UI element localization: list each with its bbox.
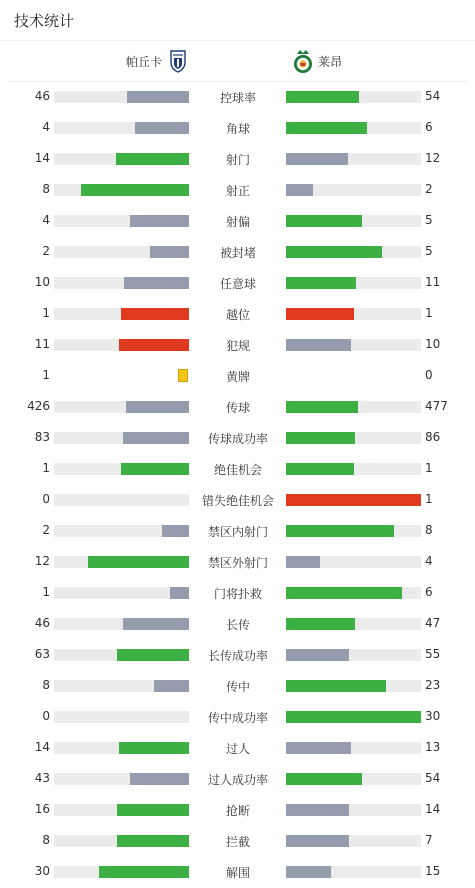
away-bar-fill — [286, 587, 402, 599]
home-value: 2 — [42, 523, 50, 537]
away-value: 14 — [425, 802, 441, 816]
away-value: 86 — [425, 430, 441, 444]
home-bar-track — [54, 91, 189, 103]
home-bar-fill — [135, 122, 189, 134]
away-bar-track — [286, 742, 421, 754]
away-bar-fill — [286, 432, 355, 444]
stat-row — [0, 546, 475, 577]
away-value: 1 — [425, 306, 433, 320]
stat-row — [0, 608, 475, 639]
stat-row — [0, 484, 475, 515]
stat-label: 被封堵 — [219, 246, 256, 260]
home-bar-fill — [130, 215, 189, 227]
away-bar-track — [286, 835, 421, 847]
away-bar-fill — [286, 122, 367, 134]
away-bar-fill — [286, 773, 362, 785]
stat-label: 长传成功率 — [207, 649, 268, 663]
home-bar-track — [54, 277, 189, 289]
stats-list — [0, 81, 475, 887]
away-bar-track — [286, 432, 421, 444]
away-bar-track — [286, 277, 421, 289]
away-bar-track — [286, 401, 421, 413]
away-bar-fill — [286, 494, 421, 506]
stat-label: 控球率 — [219, 91, 256, 105]
stat-row — [0, 391, 475, 422]
home-value: 1 — [42, 306, 50, 320]
away-bar-fill — [286, 153, 348, 165]
home-value: 4 — [42, 213, 50, 227]
page-title: 技术统计 — [14, 11, 75, 30]
away-bar-fill — [286, 835, 349, 847]
home-value: 14 — [34, 740, 50, 754]
away-bar-fill — [286, 804, 349, 816]
home-bar-fill — [162, 525, 189, 537]
stat-label: 射偏 — [225, 215, 250, 229]
away-bar-track — [286, 308, 421, 320]
away-value: 1 — [425, 492, 433, 506]
away-team-crest-icon[interactable] — [293, 49, 313, 75]
stat-row — [0, 701, 475, 732]
away-bar-fill — [286, 308, 354, 320]
away-bar-track — [286, 866, 421, 878]
away-bar-fill — [286, 277, 356, 289]
home-value: 43 — [34, 771, 50, 785]
home-bar-track — [54, 432, 189, 444]
stat-label: 角球 — [225, 122, 250, 136]
home-value: 46 — [34, 616, 50, 630]
stat-label: 黄牌 — [225, 370, 250, 384]
stat-label: 传中 — [225, 680, 250, 694]
away-value: 13 — [425, 740, 441, 754]
home-bar-track — [54, 215, 189, 227]
home-bar-track — [54, 866, 189, 878]
stat-row — [0, 205, 475, 236]
stat-label: 犯规 — [225, 339, 250, 353]
away-bar-fill — [286, 184, 313, 196]
away-bar-fill — [286, 339, 351, 351]
stat-row — [0, 298, 475, 329]
away-bar-fill — [286, 215, 362, 227]
stat-label: 禁区内射门 — [207, 525, 268, 539]
home-bar-fill — [117, 649, 189, 661]
away-bar-track — [286, 215, 421, 227]
home-bar-fill — [121, 463, 189, 475]
away-value: 11 — [425, 275, 441, 289]
home-value: 8 — [42, 182, 50, 196]
home-bar-fill — [170, 587, 189, 599]
home-bar-fill — [123, 618, 189, 630]
home-bar-track — [54, 246, 189, 258]
stat-label: 传球 — [225, 401, 250, 415]
away-value: 23 — [425, 678, 441, 692]
stat-row — [0, 81, 475, 112]
stat-row — [0, 329, 475, 360]
away-bar-track — [286, 339, 421, 351]
away-value: 10 — [425, 337, 441, 351]
away-bar-track — [286, 649, 421, 661]
away-bar-track — [286, 556, 421, 568]
header — [0, 0, 475, 41]
home-bar-track — [54, 618, 189, 630]
home-bar-track — [54, 649, 189, 661]
stat-label: 射正 — [225, 184, 250, 198]
stat-row — [0, 174, 475, 205]
home-bar-track — [54, 122, 189, 134]
home-value: 11 — [34, 337, 50, 351]
home-bar-track — [54, 184, 189, 196]
home-bar-fill — [117, 835, 189, 847]
home-bar-fill — [154, 680, 189, 692]
away-value: 477 — [425, 399, 448, 413]
stat-row — [0, 267, 475, 298]
home-value: 4 — [42, 120, 50, 134]
away-bar-fill — [286, 556, 320, 568]
home-bar-fill — [116, 153, 189, 165]
stat-label: 过人 — [225, 742, 250, 756]
away-bar-track — [286, 618, 421, 630]
away-value: 5 — [425, 213, 433, 227]
away-bar-fill — [286, 866, 331, 878]
away-bar-track — [286, 773, 421, 785]
home-value: 8 — [42, 833, 50, 847]
stat-label: 传中成功率 — [207, 711, 268, 725]
away-value: 55 — [425, 647, 441, 661]
away-bar-track — [286, 153, 421, 165]
home-bar-track — [54, 308, 189, 320]
away-value: 5 — [425, 244, 433, 258]
stat-label: 抢断 — [225, 804, 250, 818]
home-bar-track — [54, 587, 189, 599]
stat-label: 越位 — [225, 308, 250, 322]
home-value: 63 — [34, 647, 50, 661]
home-value: 83 — [34, 430, 50, 444]
away-bar-track — [286, 91, 421, 103]
home-bar-fill — [130, 773, 189, 785]
home-bar-track — [54, 742, 189, 754]
away-bar-track — [286, 587, 421, 599]
home-value: 14 — [34, 151, 50, 165]
stat-label: 长传 — [225, 618, 250, 632]
stat-label: 门将扑救 — [213, 587, 262, 601]
away-bar-fill — [286, 742, 351, 754]
home-bar-track — [54, 494, 189, 506]
home-value: 0 — [42, 492, 50, 506]
home-value: 8 — [42, 678, 50, 692]
stat-row — [0, 670, 475, 701]
stat-row — [0, 639, 475, 670]
stat-row — [0, 825, 475, 856]
away-bar-fill — [286, 525, 394, 537]
home-bar-track — [54, 556, 189, 568]
away-value: 8 — [425, 523, 433, 537]
home-value: 46 — [34, 89, 50, 103]
home-bar-fill — [88, 556, 189, 568]
away-value: 0 — [425, 368, 433, 382]
home-bar-fill — [124, 277, 189, 289]
away-bar-track — [286, 463, 421, 475]
away-bar-fill — [286, 618, 355, 630]
home-bar-track — [54, 401, 189, 413]
home-bar-fill — [121, 308, 189, 320]
away-bar-fill — [286, 91, 359, 103]
away-value: 1 — [425, 461, 433, 475]
stat-row — [0, 453, 475, 484]
stat-row — [0, 143, 475, 174]
home-bar-track — [54, 804, 189, 816]
home-value: 12 — [34, 554, 50, 568]
stat-row — [0, 763, 475, 794]
home-bar-fill — [123, 432, 189, 444]
stat-row — [0, 360, 475, 391]
away-bar-track — [286, 525, 421, 537]
away-value: 47 — [425, 616, 441, 630]
stat-label: 任意球 — [219, 277, 256, 291]
away-bar-fill — [286, 246, 382, 258]
stat-label: 射门 — [225, 153, 250, 167]
home-value: 0 — [42, 709, 50, 723]
home-bar-fill — [126, 401, 189, 413]
away-value: 6 — [425, 585, 433, 599]
yellow-card-icon — [178, 369, 188, 382]
away-bar-track — [286, 122, 421, 134]
home-value: 30 — [34, 864, 50, 878]
stat-row — [0, 577, 475, 608]
stat-row — [0, 794, 475, 825]
home-value: 1 — [42, 368, 50, 382]
home-bar-fill — [99, 866, 189, 878]
stat-row — [0, 732, 475, 763]
home-bar-track — [54, 773, 189, 785]
teams-bar — [8, 41, 467, 82]
away-bar-track — [286, 494, 421, 506]
home-value: 2 — [42, 244, 50, 258]
away-value: 15 — [425, 864, 441, 878]
away-bar-track — [286, 680, 421, 692]
away-bar-track — [286, 804, 421, 816]
stat-label: 解围 — [225, 866, 250, 880]
away-value: 7 — [425, 833, 433, 847]
home-value: 426 — [27, 399, 50, 413]
home-team-name[interactable]: 帕丘卡 — [126, 55, 163, 69]
stat-label: 拦截 — [225, 835, 250, 849]
away-value: 54 — [425, 89, 441, 103]
away-bar-track — [286, 711, 421, 723]
home-team-crest-icon[interactable] — [169, 49, 187, 73]
home-bar-fill — [81, 184, 189, 196]
away-bar-fill — [286, 401, 358, 413]
away-bar-track — [286, 246, 421, 258]
stat-label: 禁区外射门 — [207, 556, 268, 570]
home-bar-fill — [117, 804, 189, 816]
home-value: 10 — [34, 275, 50, 289]
stat-label: 绝佳机会 — [213, 463, 262, 477]
home-bar-fill — [150, 246, 189, 258]
stat-label: 过人成功率 — [207, 773, 268, 787]
away-bar-fill — [286, 649, 349, 661]
home-bar-track — [54, 711, 189, 723]
home-bar-track — [54, 680, 189, 692]
home-bar-fill — [119, 339, 189, 351]
home-bar-track — [54, 153, 189, 165]
away-value: 4 — [425, 554, 433, 568]
stat-row — [0, 236, 475, 267]
stat-label: 错失绝佳机会 — [201, 494, 274, 508]
home-bar-track — [54, 339, 189, 351]
home-value: 1 — [42, 461, 50, 475]
home-value: 1 — [42, 585, 50, 599]
away-value: 12 — [425, 151, 441, 165]
away-bar-fill — [286, 711, 421, 723]
away-bar-track — [286, 184, 421, 196]
stat-label: 传球成功率 — [207, 432, 268, 446]
stat-row — [0, 112, 475, 143]
home-bar-track — [54, 463, 189, 475]
home-value: 16 — [34, 802, 50, 816]
stat-row — [0, 422, 475, 453]
home-bar-track — [54, 835, 189, 847]
away-bar-fill — [286, 680, 386, 692]
home-bar-fill — [119, 742, 189, 754]
stat-row — [0, 856, 475, 887]
away-value: 54 — [425, 771, 441, 785]
away-team-name[interactable]: 莱昂 — [318, 55, 343, 69]
away-value: 6 — [425, 120, 433, 134]
away-value: 2 — [425, 182, 433, 196]
away-value: 30 — [425, 709, 441, 723]
home-bar-track — [54, 525, 189, 537]
away-bar-fill — [286, 463, 354, 475]
stat-row — [0, 515, 475, 546]
home-bar-fill — [127, 91, 189, 103]
